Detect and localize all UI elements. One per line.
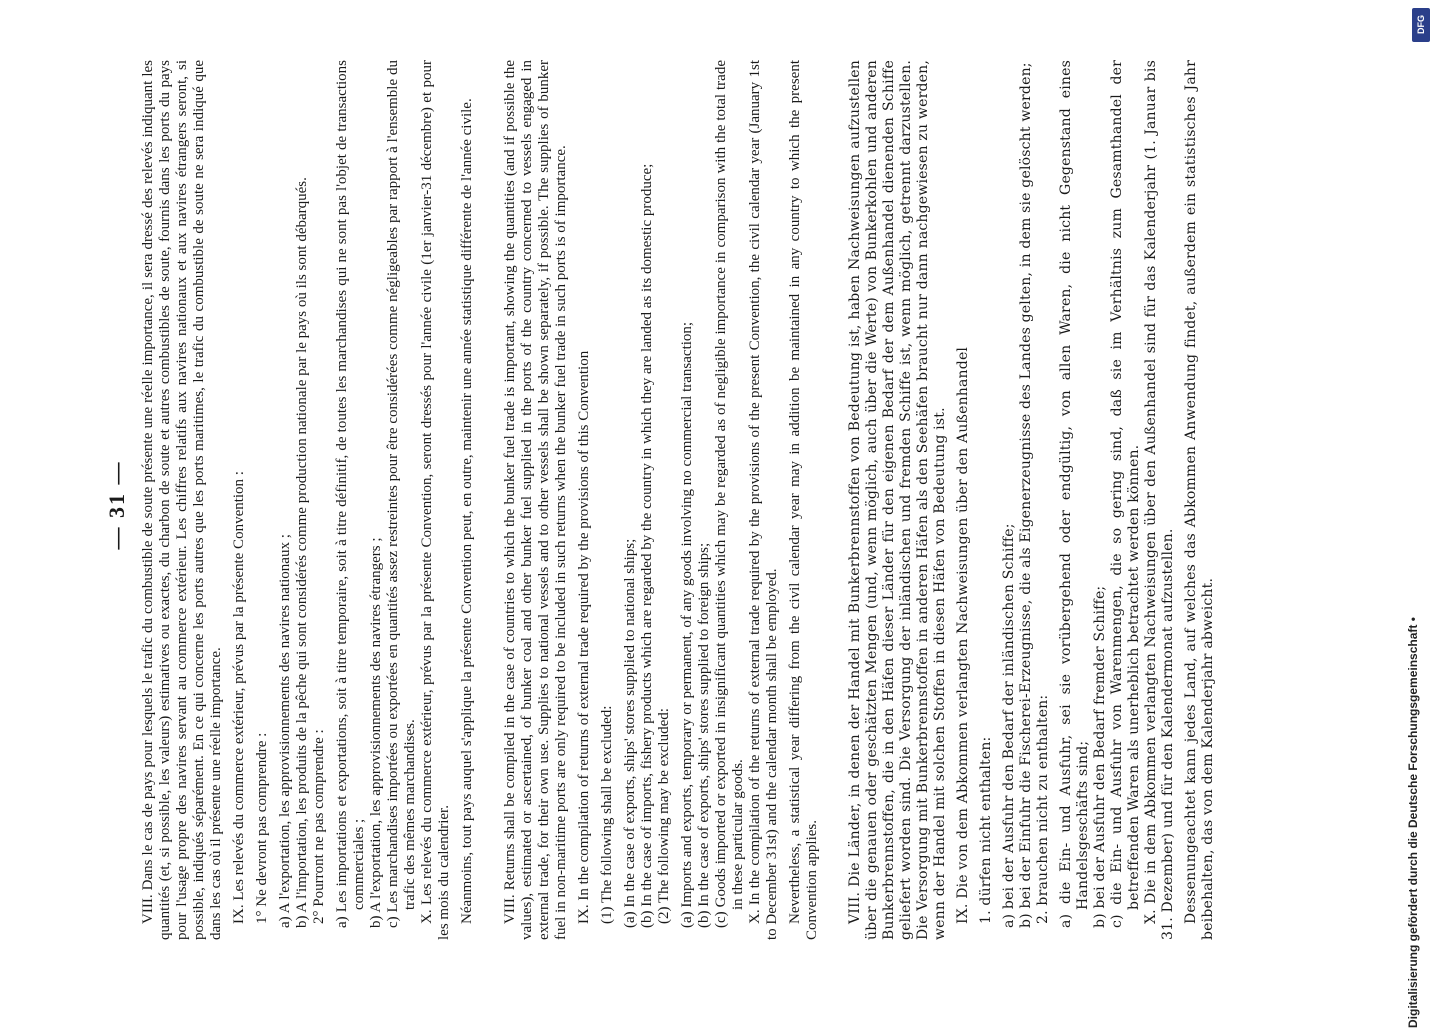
digitization-credit: Digitalisierung gefördert durch die Deutsche Forschungsgemeinschaft • <box>1406 617 1420 1028</box>
english-article-x: X. In the compilation of the returns of external trade required by the provisions of the present Convention, the civil calendar year (January 1st to December 31st) and the calendar month shall be employed. <box>747 60 780 940</box>
french-ix-1b: b) A l'importation, les produits de la pêche qui sont considérés comme production nationale par le pays où ils sont débarqués. <box>294 177 310 928</box>
french-article-x: X. Les relevés du commerce extérieur, prévus par la présente Convention, seront dressés pour l'année civile (1er janvier-31 décembre) et pour les mois du calendrier. <box>419 60 452 940</box>
french-article-x-note: Néanmoins, tout pays auquel s'applique la présente Convention peut, en outre, maintenir une année statistique différente de l'année civile. <box>459 98 475 924</box>
scanned-page <box>60 30 1400 980</box>
german-ix-2: 2. brauchen nicht zu enthalten: <box>1035 694 1051 924</box>
german-ix-1: 1. dürfen nicht enthalten: <box>978 736 994 924</box>
german-ix-1b: b) bei der Einfuhr die Fischerei-Erzeugnisse, die als Eigenerzeugnisse des Landes gelten, in dem sie gelöscht werden; <box>1018 62 1034 928</box>
english-column <box>502 60 827 940</box>
german-ix-1a: a) bei der Ausfuhr den Bedarf der inländischen Schiffe; <box>1001 523 1017 928</box>
english-ix-2c: (c) Goods imported or exported in insignificant quantities which may be regarded as of negligible importance in comparison with the total trade in these particular goods. <box>713 60 746 928</box>
german-ix-2c: c) die Ein- und Ausfuhr von Warenmengen, die so gering sind, daß sie im Verhältnis zum Gesamthandel der betreffenden Waren als unerheblich betrachtet werden können. <box>1109 60 1142 928</box>
german-ix-2a: a) die Ein- und Ausfuhr, sei sie vorübergehend oder endgültig, von allen Waren, die nicht Gegenstand eines Handelsgeschäfts sind; <box>1058 60 1091 928</box>
english-ix-1b: (b) In the case of imports, fishery products which are regarded by the country in which they are landed as its domestic produce; <box>639 163 655 928</box>
german-article-x-note: Dessenungeachtet kann jedes Land, auf welches das Abkommen Anwendung findet, außerdem ein statistisches Jahr beibehalten, das von dem Kalenderjahr abweicht. <box>1183 60 1216 940</box>
german-ix-2b: b) bei der Ausfuhr den Bedarf fremder Schiffe; <box>1092 585 1108 928</box>
french-ix-2b: b) A l'exportation, les approvisionnements des navires étrangers ; <box>368 537 384 928</box>
german-article-x: X. Die in dem Abkommen verlangten Nachweisungen über den Außenhandel sind für das Kalenderjahr (1. Januar bis 31. Dezember) und für den Kalendermonat aufzustellen. <box>1143 60 1176 940</box>
french-ix-2a: a) Les importations et exportations, soit à titre temporaire, soit à titre définitif, de toutes les marchandises qui ne sont pas l'objet de transactions commerciales ; <box>334 60 367 928</box>
french-ix-2c: c) Les marchandises importées ou exportées en quantités assez restreintes pour être considérées comme négligeables par rapport à l'ensemble du trafic des mêmes marchandises. <box>385 60 418 928</box>
english-ix-2a: (a) Imports and exports, temporary or permanent, of any goods involving no commercial transaction; <box>679 321 695 928</box>
english-ix-1: (1) The following shall be excluded: <box>599 705 615 924</box>
english-article-ix-intro: IX. In the compilation of returns of external trade required by the provisions of this Convention <box>576 350 592 924</box>
page-number: — 31 — <box>104 460 129 550</box>
french-ix-1a: a) A l'exportation, les approvisionnements des navires nationaux ; <box>277 534 293 928</box>
english-ix-1a: (a) In the case of exports, ships' stores supplied to national ships; <box>622 538 638 928</box>
rotated-page-content <box>60 30 1400 980</box>
english-ix-2b: (b) In the case of exports, ships' stores supplied to foreign ships; <box>696 542 712 928</box>
german-article-viii: VIII. Die Länder, in denen der Handel mit Bunkerbrennstoffen von Bedeutung ist, haben Nachweisungen aufzustellen über die genauen oder geschätzten Mengen (und, wenn möglich, auch über die Werte) von Bunkerkohlen und anderen Bunkerbrennstoffen, die in den Häfen dieser Länder für den eigenen Bedarf der dem Außenhandel dienenden Schiffe geliefert worden sind. Die Versorgung der inländischen und fremden Schiffe ist, wenn möglich, getrennt darzustellen. Die Versorgung mit Bunkerbrennstoffen in anderen Häfen als den Seehäfen braucht nur dann nachgewiesen zu werden, wenn der Handel mit solchen Stoffen in diesen Häfen von Bedeutung ist. <box>847 60 948 940</box>
french-article-viii: VIII. Dans le cas de pays pour lesquels le trafic du combustible de soute présente une réelle importance, il sera dressé des relevés indiquant les quantités (et, si possible, les valeurs) estimatives ou exactes, du charbon de soute et autres combustibles de soute, fournis dans les ports du pays pour l'usage propre des navires servant au commerce extérieur. Les chiffres relatifs aux navires nationaux et aux navires étrangers seront, si possible, indiqués séparément. En ce qui concerne les ports autres que les ports maritimes, le trafic du combustible de soute ne sera indiqué que dans les cas où il présente une réelle importance. <box>140 60 224 940</box>
dfg-logo-badge: DFG <box>1412 8 1430 42</box>
french-article-ix-intro: IX. Les relevés du commerce extérieur, prévus par la présente Convention : <box>231 471 247 924</box>
french-column <box>140 60 482 940</box>
empty-margin <box>1243 60 1360 940</box>
english-article-viii: VIII. Returns shall be compiled in the case of countries to which the bunker fuel trade is important, showing the quantities (and if possible the values), estimated or ascertained, of bunker coal and other bunker fuel supplied in the ports of the country concerned to vessels engaged in external trade, for their own use. Supplies to national vessels and to other vessels shall be shown separately, if possible. The supplies of bunker fuel in non-maritime ports are only required to be included in such returns when the bunker fuel trade in such ports is of importance. <box>502 60 569 940</box>
french-ix-1: 1° Ne devront pas comprendre : <box>254 732 270 924</box>
german-column <box>847 60 1223 940</box>
english-article-x-note: Nevertheless, a statistical year differing from the civil calendar year may in addition be maintained in any country to which the present Convention applies. <box>787 60 820 940</box>
german-article-ix-intro: IX. Die von dem Abkommen verlangten Nachweisungen über den Außenhandel <box>955 346 971 924</box>
english-ix-2: (2) The following may be excluded: <box>656 708 672 924</box>
french-ix-2: 2° Pourront ne pas comprendre : <box>311 729 327 924</box>
text-columns <box>140 60 1360 940</box>
